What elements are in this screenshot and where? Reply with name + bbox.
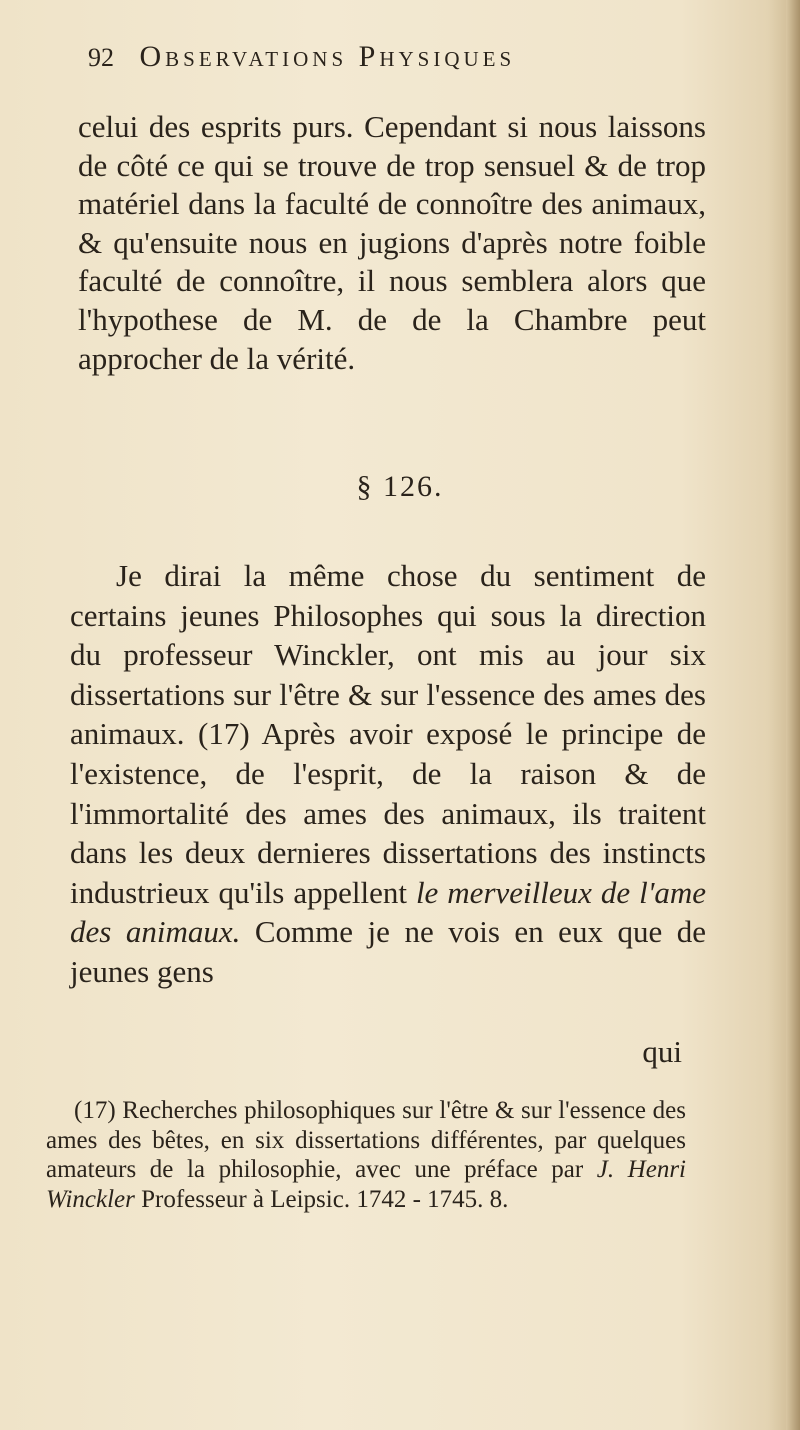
section-heading: § 126. bbox=[356, 470, 444, 503]
catchword: qui bbox=[642, 1034, 682, 1069]
footnote bbox=[46, 1096, 686, 1214]
running-title: Observations Physiques bbox=[139, 40, 516, 73]
running-header bbox=[88, 40, 688, 90]
paragraph-2-text: Je dirai la même chose du sentiment de certains jeunes Philosophes qui sous la direction du professeur Winckler, ont mis au jour six dissertations sur l'être & sur l'essence des ames des animaux. (17) Après avoir exposé le principe de l'existence, de l'esprit, de la raison & de l'immortalité des ames des animaux, ils traitent dans les deux dernieres dissertations des instincts industrieux qu'ils appellent bbox=[70, 558, 706, 910]
paragraph-2 bbox=[70, 556, 706, 992]
footnote-text: (17) Recherches philosophiques sur l'être & sur l'essence des ames des bêtes, en six dissertations différentes, par quelques amateurs de la philosophie, avec une préface par bbox=[46, 1097, 686, 1183]
paragraph-1-text: celui des esprits purs. Cependant si nous laissons de côté ce qui se trouve de trop sensuel & de trop matériel dans la faculté de connoître des animaux, & qu'ensuite nous en jugions d'après notre foible faculté de connoître, il nous semblera alors que l'hypothese de M. de de la Chambre peut approcher de la vérité. bbox=[78, 109, 706, 376]
paragraph-2-tail: Comme je ne vois en eux que de jeunes gens bbox=[70, 914, 706, 989]
paragraph-2-italic: le merveilleux de l'ame des animaux. bbox=[70, 874, 706, 950]
footnote-tail: Professeur à Leipsic. 1742 - 1745. 8. bbox=[141, 1185, 509, 1213]
page-edge bbox=[786, 0, 800, 1430]
footnote-italic: J. Henri Winckler bbox=[46, 1156, 686, 1213]
paragraph-continued bbox=[78, 108, 706, 378]
page-number: 92 bbox=[88, 43, 114, 72]
